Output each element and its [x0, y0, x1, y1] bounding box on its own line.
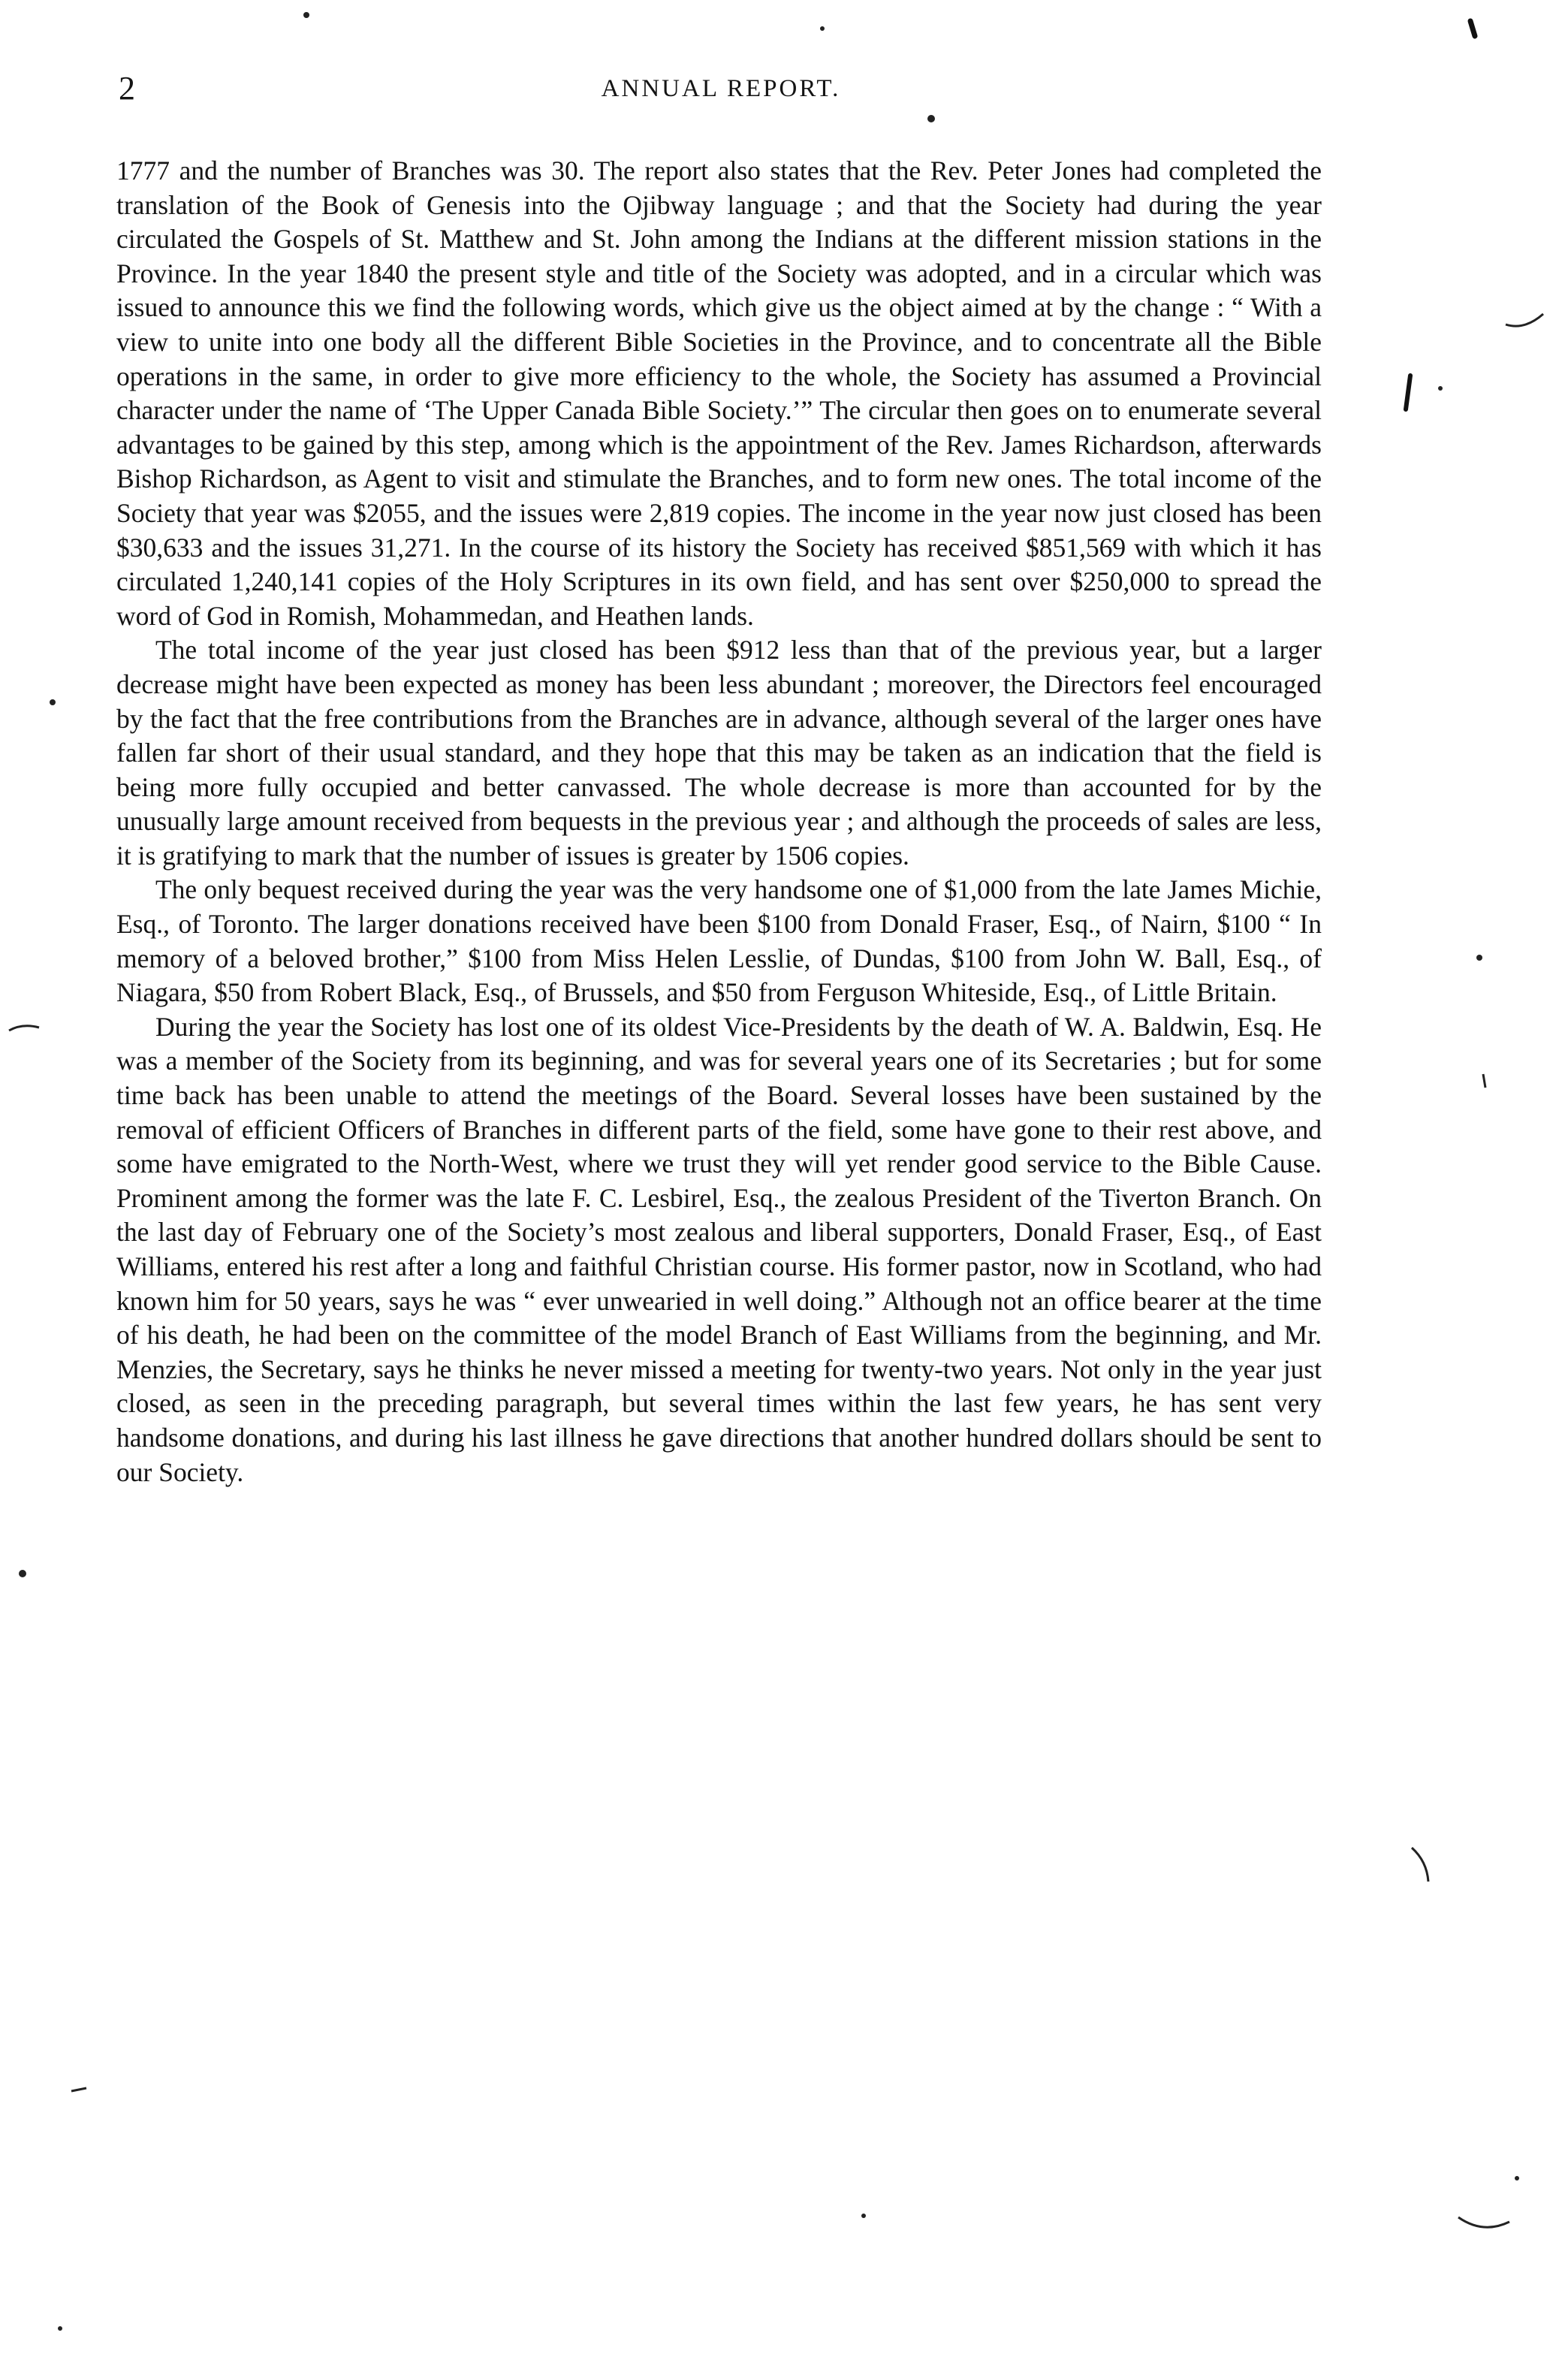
paragraph: 1777 and the number of Branches was 30. The report also states that the Rev. Peter Jones had completed the translation of the Book of Genesis into the Ojibway language ; and that the Society had during the year circulated the Gospels of St. Matthew and St. John among the Indians at the different mission stations in the Province. In the year 1840 the present style and title of the Society was adopted, and in a circular which was issued to announce this we find the following words, which give us the object aimed at by the change : “ With a view to unite into one body all the different Bible Societies in the Province, and to concentrate all the Bible operations in the same, in order to give more efficiency to the whole, the Society has assumed a Provincial character under the name of ‘The Upper Canada Bible Society.’” The circular then goes on to enumerate several advantages to be gained by this step, among which is the appointment of the Rev. James Richardson, afterwards Bishop Richardson, as Agent to visit and stimulate the Branches, and to form new ones. The total income of the Society that year was $2055, and the issues were 2,819 copies. The income in the year now just closed has been $30,633 and the issues 31,271. In the course of its history the Society has received $851,569 with which it has circulated 1,240,141 copies of the Holy Scriptures in its own field, and has sent over $250,000 to spread the word of God in Romish, Mohammedan, and Heathen lands.: [116, 155, 1322, 631]
body-text: [116, 154, 1322, 1489]
page-header: [113, 66, 1329, 111]
running-head: ANNUAL REPORT.: [601, 75, 841, 102]
paragraph: The only bequest received during the year was the very handsome one of $1,000 from the late James Michie, Esq., of Toronto. The larger donations received have been $100 from Donald Fraser, Esq., of Nairn, $100 “ In memory of a beloved brother,” $100 from Miss Helen Lesslie, of Dundas, $100 from John W. Ball, Esq., of Niagara, $50 from Robert Black, Esq., of Brussels, and $50 from Ferguson Whiteside, Esq., of Little Britain.: [116, 874, 1322, 1008]
paragraph: The total income of the year just closed has been $912 less than that of the previous year, but a larger decrease might have been expected as money has been less abundant ; moreover, the Directors feel encouraged by the fact that the free contributions from the Branches are in advance, although several of the larger ones have fallen far short of their usual standard, and they hope that this may be taken as an indication that the field is being more fully occupied and better canvassed. The whole decrease is more than accounted for by the unusually large amount received from bequests in the previous year ; and although the proceeds of sales are less, it is gratifying to mark that the number of issues is greater by 1506 copies.: [116, 635, 1322, 871]
paragraph: During the year the Society has lost one of its oldest Vice-Presidents by the death of W. A. Baldwin, Esq. He was a member of the Society from its beginning, and was for several years one of its Secretaries ; but for some time back has been unable to attend the meetings of the Board. Several losses have been sustained by the removal of efficient Officers of Branches in different parts of the field, some have gone to their rest above, and some have emigrated to the North-West, where we trust they will yet render good service to the Bible Cause. Prominent among the former was the late F. C. Lesbirel, Esq., the zealous President of the Tiverton Branch. On the last day of February one of the Society’s most zealous and liberal supporters, Donald Fraser, Esq., of East Williams, entered his rest after a long and faithful Christian course. His former pastor, now in Scotland, who had known him for 50 years, says he was “ ever unwearied in well doing.” Although not an office bearer at the time of his death, he had been on the committee of the model Branch of East Williams from the beginning, and Mr. Menzies, the Secretary, says he thinks he never missed a meeting for twenty-two years. Not only in the year just closed, as seen in the preceding paragraph, but several times within the last few years, he has sent very handsome donations, and during his last illness he gave directions that another hundred dollars should be sent to our Society.: [116, 1011, 1322, 1487]
page-number: 2: [119, 70, 135, 107]
